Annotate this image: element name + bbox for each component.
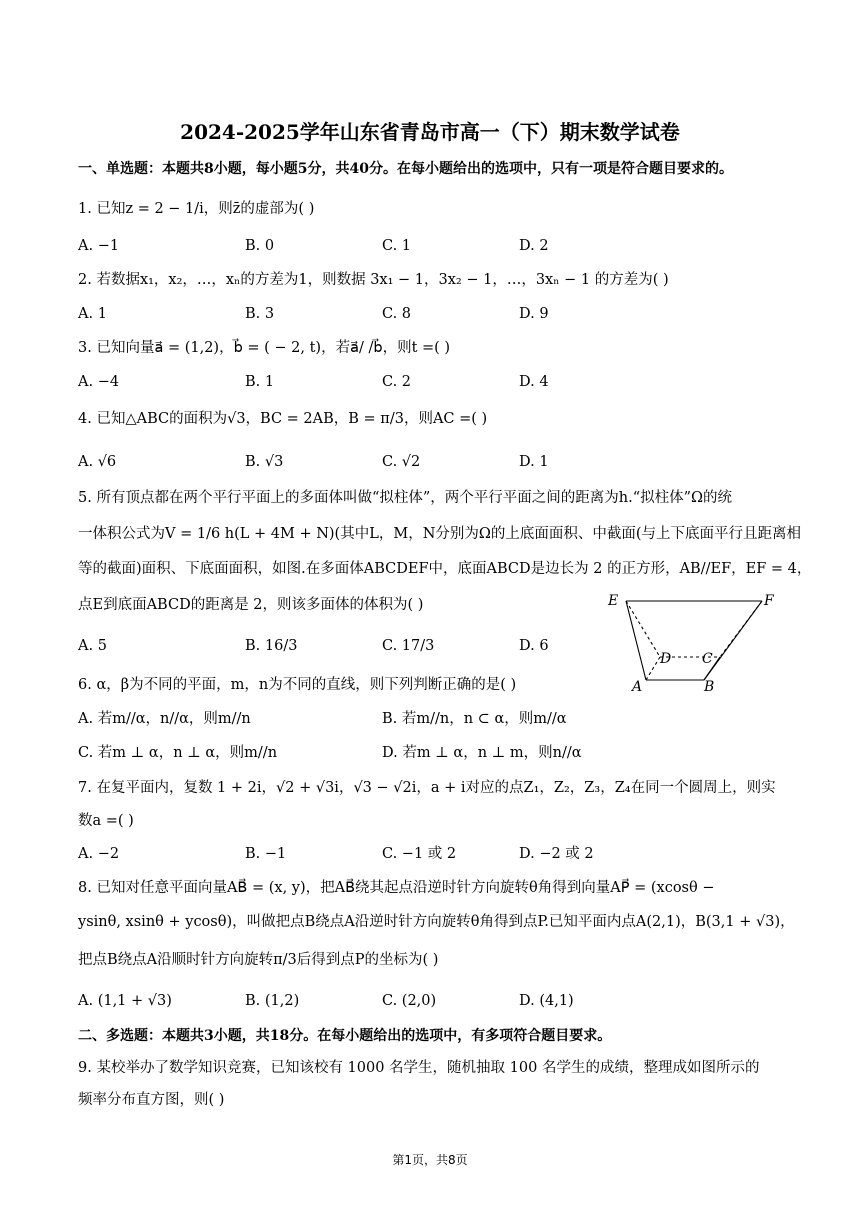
question-1-option-c: C. 1 [382,238,412,254]
question-2-option-c: C. 8 [382,306,412,322]
section-multiple-choice-header: 二、多选题：本题共3小题，共18分。在每小题给出的选项中，有多项符合题目要求。 [78,1028,612,1044]
question-1-option-b: B. 0 [245,238,275,254]
question-2-option-b: B. 3 [245,306,275,322]
question-3-stem: 3. 已知向量a⃗ = (1,2)，b⃗ = ( − 2, t)，若a⃗/ /b⃗，则t =( ) [78,340,451,356]
question-5-option-a: A. 5 [78,638,107,654]
question-7-option-d: D. −2 或 2 [519,846,594,862]
question-8-line-1: 8. 已知对任意平面向量AB⃗ = (x, y)，把AB⃗绕其起点沿逆时针方向旋转θ角得到向量AP⃗ = (xcosθ − [78,880,715,896]
question-5-line-3: 等的截面)面积、下底面面积，如图.在多面体ABCDEF中，底面ABCD是边长为 2 的正方形，AB//EF，EF = 4， [78,561,812,577]
question-5-line-2: 一体积公式为V = 1/6 h(L + 4M + N)(其中L，M，N分别为Ω的上底面面积、中截面(与上下底面平行且距离相 [78,526,802,542]
question-7-option-c: C. −1 或 2 [382,846,457,862]
question-7-line-1: 7. 在复平面内，复数 1 + 2i，√2 + √3i，√3 − √2i，a + i对应的点Z₁，Z₂，Z₃，Z₄在同一个圆周上，则实 [78,780,776,796]
vertex-label-b: B [704,679,715,694]
vertex-label-c: C [702,651,713,667]
question-6-option-b: B. 若m//n，n ⊂ α，则m//α [382,711,567,727]
question-4-option-a: A. √6 [78,454,117,470]
edge-ad [646,657,660,680]
question-6-option-a: A. 若m//α，n//α，则m//n [78,711,251,727]
question-8-line-3: 把点B绕点A沿顺时针方向旋转π/3后得到点P的坐标为( ) [78,952,439,968]
question-3-option-d: D. 4 [519,374,549,390]
question-7-line-2: 数a =( ) [78,813,134,829]
section-single-choice-header: 一、单选题：本题共8小题，每小题5分，共40分。在每小题给出的选项中，只有一项是符合题目要求的。 [78,161,733,177]
question-5-option-b: B. 16/3 [245,638,298,654]
vertex-label-f: F [764,593,774,609]
question-3-option-a: A. −4 [78,374,120,390]
question-3-option-b: B. 1 [245,374,275,390]
question-2-stem: 2. 若数据x₁，x₂，…，xₙ的方差为1，则数据 3x₁ − 1，3x₂ − 1，…，3xₙ − 1 的方差为( ) [78,272,669,288]
question-9-line-2: 频率分布直方图，则( ) [78,1092,225,1108]
question-5-option-d: D. 6 [519,638,549,654]
exam-title: 2024-2025学年山东省青岛市高一（下）期末数学试卷 [180,120,680,144]
question-8-line-2: ysinθ, xsinθ + ycosθ)，叫做把点B绕点A沿逆时针方向旋转θ角得到点P.已知平面内点A(2,1)，B(3,1 + √3)， [78,914,795,930]
question-8-option-b: B. (1,2) [245,993,300,1009]
question-3-option-c: C. 2 [382,374,412,390]
question-1-stem: 1. 已知z = 2 − 1/i，则z̄的虚部为( ) [78,201,315,217]
question-5-line-4: 点E到底面ABCD的距离是 2，则该多面体的体积为( ) [78,597,424,613]
question-7-option-a: A. −2 [78,846,120,862]
page-footer: 第1页，共8页 [392,1153,468,1167]
question-2-option-a: A. 1 [78,306,107,322]
question-6-option-d: D. 若m ⊥ α，n ⊥ m，则n//α [382,745,582,761]
question-1-option-a: A. −1 [78,238,120,254]
question-4-option-c: C. √2 [382,454,421,470]
polyhedron-figure [604,588,784,694]
question-4-stem: 4. 已知△ABC的面积为√3，BC = 2AB，B = π/3，则AC =( ) [78,411,488,427]
vertex-label-e: E [608,593,619,609]
vertex-label-a: A [632,679,643,694]
question-6-option-c: C. 若m ⊥ α，n ⊥ α，则m//n [78,745,278,761]
vertex-label-d: D [660,651,672,667]
edge-ea [626,601,646,680]
edge-ed [626,601,660,657]
question-5-option-c: C. 17/3 [382,638,435,654]
question-8-option-a: A. (1,1 + √3) [78,993,172,1009]
question-4-option-b: B. √3 [245,454,284,470]
question-1-option-d: D. 2 [519,238,549,254]
question-6-stem: 6. α，β为不同的平面，m，n为不同的直线，则下列判断正确的是( ) [78,677,517,693]
question-8-option-c: C. (2,0) [382,993,437,1009]
question-9-line-1: 9. 某校举办了数学知识竞赛，已知该校有 1000 名学生，随机抽取 100 名学生的成绩，整理成如图所示的 [78,1060,760,1076]
question-2-option-d: D. 9 [519,306,549,322]
question-4-option-d: D. 1 [519,454,549,470]
question-7-option-b: B. −1 [245,846,287,862]
question-8-option-d: D. (4,1) [519,993,574,1009]
question-5-line-1: 5. 所有顶点都在两个平行平面上的多面体叫做“拟柱体”，两个平行平面之间的距离为h.“拟柱体”Ω的统 [78,490,733,506]
